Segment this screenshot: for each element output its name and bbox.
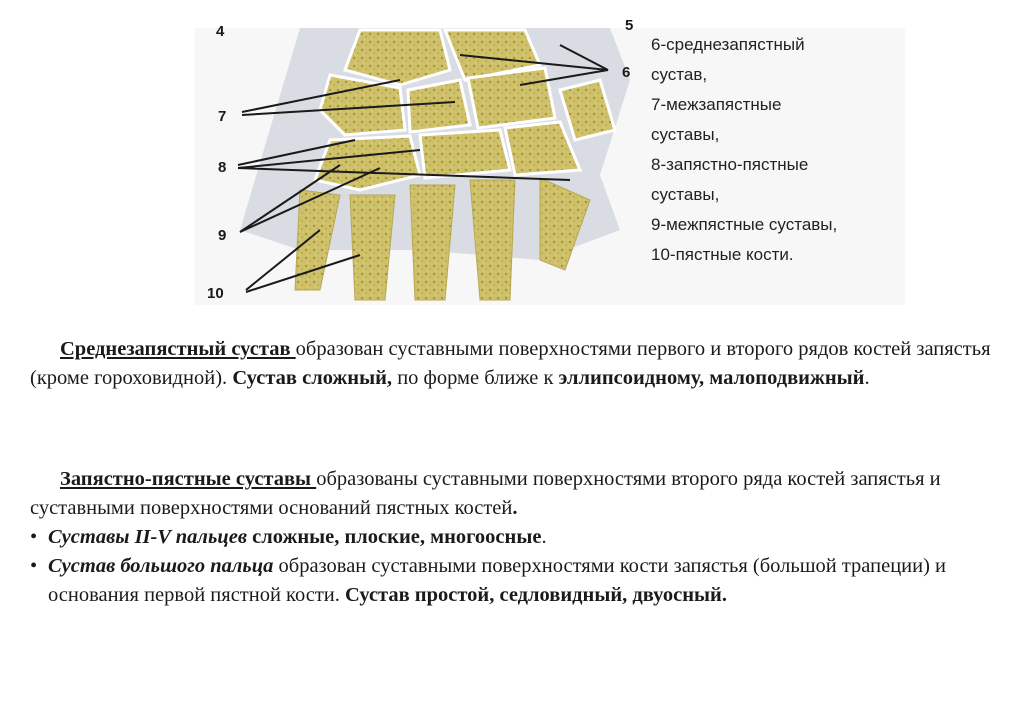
hand-joints-figure xyxy=(0,0,1024,310)
bold-run: эллипсоидному, малоподвижный xyxy=(558,367,865,389)
paragraph-midcarpal xyxy=(30,335,1000,393)
callout-number-7: 7 xyxy=(218,108,227,125)
callout-number-4: 4 xyxy=(216,23,225,40)
paragraph-carpometacarpal xyxy=(30,465,1000,610)
bold-run: . xyxy=(512,497,518,519)
paragraph-text xyxy=(30,335,1000,393)
text-run: . xyxy=(864,367,870,389)
legend-line: 8-запястно-пястные xyxy=(651,155,809,174)
list-item xyxy=(30,552,1000,610)
bold-run: Сустав простой, седловидный, двуосный. xyxy=(345,584,727,606)
italic-run: Суставы II-V пальцев xyxy=(48,526,247,548)
legend-line: сустав, xyxy=(651,65,708,84)
bold-run: сложные, плоские, многоосные xyxy=(246,526,542,548)
callout-number-10: 10 xyxy=(207,285,224,302)
legend-line: 10-пястные кости. xyxy=(651,245,794,264)
callout-number-8: 8 xyxy=(218,159,227,176)
term-title: Запястно-пястные суставы xyxy=(60,468,317,490)
text-run: образован суставными поверхностями первого и второго рядов костей запястья (кроме гороховидной). xyxy=(30,338,991,389)
bold-run: Сустав сложный, xyxy=(232,367,393,389)
text-run: . xyxy=(541,526,547,548)
callout-number-5: 5 xyxy=(625,17,634,34)
figure-legend xyxy=(651,30,837,270)
callout-number-6: 6 xyxy=(622,64,631,81)
text-run: образован суставными поверхностями кости запястья (большой трапеции) и основания первой пястной кости. xyxy=(48,555,947,606)
italic-run: Сустав большого пальца xyxy=(48,555,274,577)
legend-line: суставы, xyxy=(651,185,720,204)
legend-line: 9-межпястные суставы, xyxy=(651,215,838,234)
legend-line: 7-межзапястные xyxy=(651,95,782,114)
text-run: образованы суставными поверхностями второго ряда костей запястья и суставными поверхностями оснований пястных костей xyxy=(30,468,941,519)
callout-number-9: 9 xyxy=(218,227,227,244)
legend-line: 6-среднезапястный xyxy=(651,35,805,54)
bullet-list xyxy=(30,523,1000,610)
term-title: Среднезапястный сустав xyxy=(60,338,296,360)
text-run: по форме ближе к xyxy=(392,367,559,389)
legend-line: суставы, xyxy=(651,125,720,144)
paragraph-text xyxy=(30,465,1000,523)
list-item xyxy=(30,523,1000,552)
